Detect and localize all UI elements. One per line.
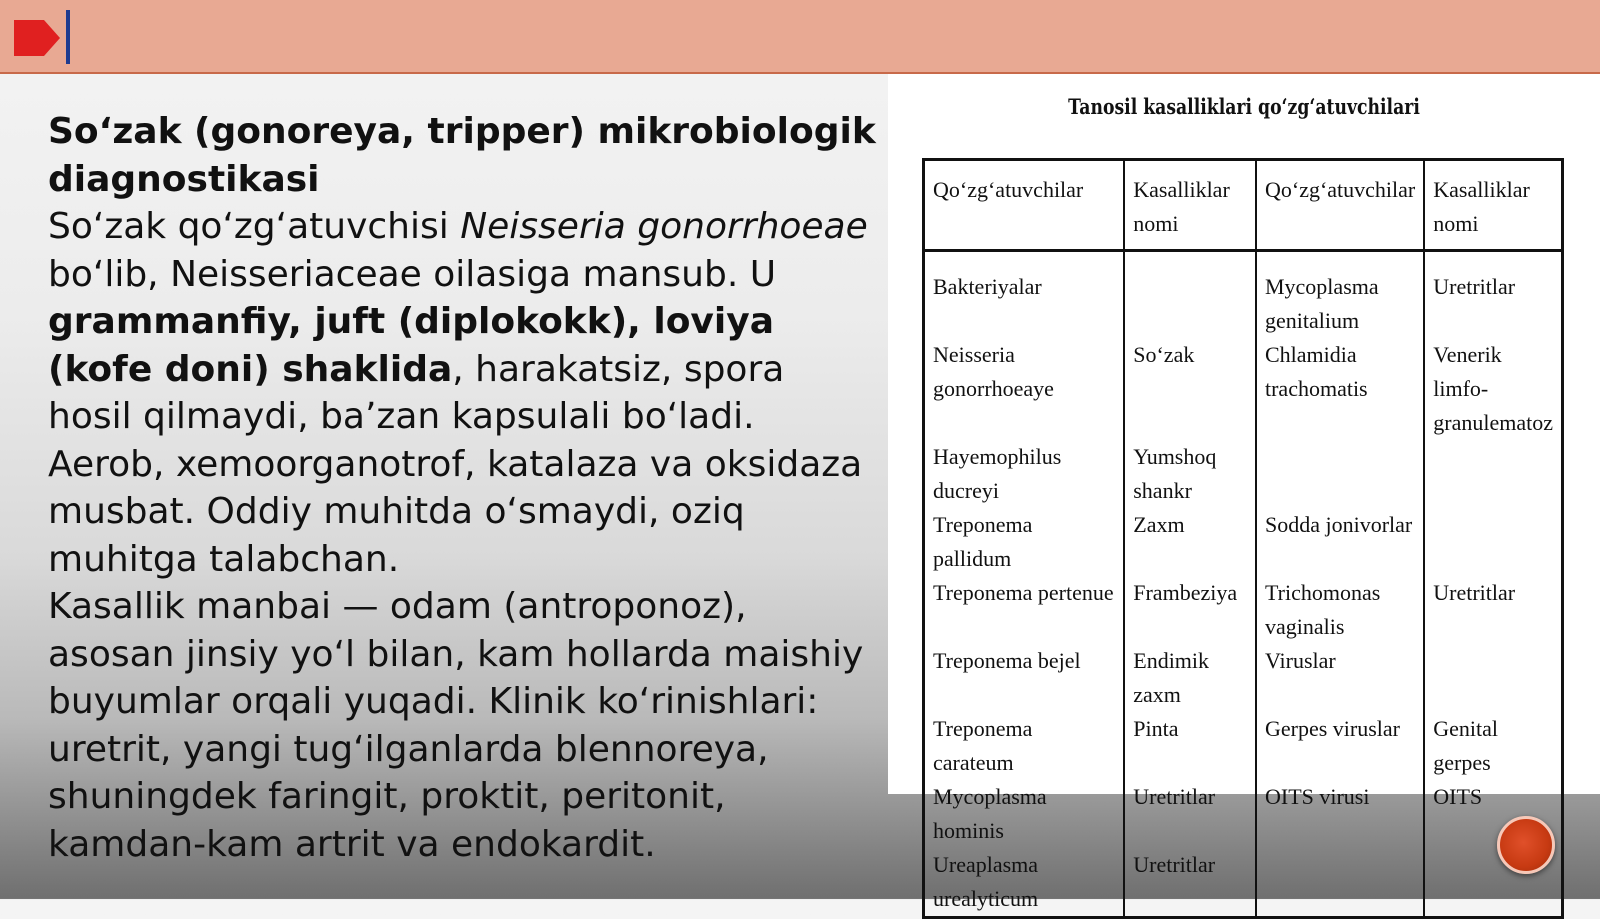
table-row (924, 508, 1563, 576)
column-header: Kasalliklar nomi (1124, 160, 1256, 251)
table-row (924, 644, 1563, 712)
table-cell: Neisseria gonorrhoeaye (924, 338, 1125, 440)
table-cell: Ureaplasma urealyticum (924, 848, 1125, 918)
figure-title: Tanosil kasalliklari qo‘zg‘atuvchilari (1068, 94, 1420, 119)
table-row (924, 848, 1563, 918)
table-row (924, 780, 1563, 848)
paragraph-1-part-c: , harakatsiz, spora hosil qilmaydi, ba’zan kapsulali bo‘ladi. Aerob, xemoorganotrof, katalaza va oksidaza musbat. Oddiy muhitda o‘smaydi, oziq muhitga talabchan. (48, 348, 863, 580)
table-cell: Trichomonas vaginalis (1256, 576, 1424, 644)
morphology-highlight: grammanfiy, juft (diplokokk), loviya (kofe doni) shaklida (48, 301, 774, 390)
table-header-row (924, 160, 1563, 251)
next-slide-icon[interactable] (1497, 816, 1555, 874)
table-row (924, 712, 1563, 780)
table-cell: Treponema carateum (924, 712, 1125, 780)
paragraph-1-part-a: So‘zak qo‘zg‘atuvchisi (48, 206, 461, 247)
table-cell: Genital gerpes (1424, 712, 1562, 780)
slide-header-bar (0, 0, 1600, 74)
table-cell: Zaxm (1124, 508, 1256, 576)
table-row (924, 440, 1563, 508)
table-cell: Treponema bejel (924, 644, 1125, 712)
table-cell: Mycoplasma hominis (924, 780, 1125, 848)
table-cell: Gerpes viruslar (1256, 712, 1424, 780)
table-cell: Chlamidia trachomatis (1256, 338, 1424, 440)
table-cell: Pinta (1124, 712, 1256, 780)
table-cell: Uretritlar (1424, 576, 1562, 644)
table-cell: Uretritlar (1124, 780, 1256, 848)
table-cell (1124, 251, 1256, 339)
table-cell: Mycoplasma genitalium (1256, 251, 1424, 339)
table-cell: Venerik limfo-granulematoz (1424, 338, 1562, 440)
paragraph-1-part-b: bo‘lib, Neisseriaceae oilasiga mansub. U (48, 253, 777, 295)
table-cell: Hayemophilus ducreyi (924, 440, 1125, 508)
table-cell (1424, 508, 1562, 576)
slide-body-text (48, 108, 878, 868)
table-cell: OITS virusi (1256, 780, 1424, 848)
slide-heading: So‘zak (gonoreya, tripper) mikrobiologik diagnostikasi (48, 111, 876, 200)
column-header: Qo‘zg‘atuvchilar (1256, 160, 1424, 251)
table-cell: Sodda jonivorlar (1256, 508, 1424, 576)
table-cell: Treponema pertenue (924, 576, 1125, 644)
column-header: Qo‘zg‘atuvchilar (924, 160, 1125, 251)
column-header: Kasalliklar nomi (1424, 160, 1562, 251)
table-cell: Endimik zaxm (1124, 644, 1256, 712)
table-cell: Viruslar (1256, 644, 1424, 712)
table-cell (1424, 644, 1562, 712)
table-cell: Frambeziya (1124, 576, 1256, 644)
table-cell: OITS (1424, 780, 1562, 848)
table-row (924, 251, 1563, 339)
table-cell (1256, 848, 1424, 918)
table-cell: Bakteriyalar (924, 251, 1125, 339)
paragraph-2: Kasallik manbai — odam (antroponoz), asosan jinsiy yo‘l bilan, kam hollarda maishiy buyumlar orqali yuqadi. Klinik ko‘rinishlari: uretrit, yangi tug‘ilganlarda blennoreya, shuningdek faringit, proktit, peritonit, kamdan-kam artrit va endokardit. (48, 586, 864, 865)
table-row (924, 338, 1563, 440)
table-cell: Uretritlar (1424, 251, 1562, 339)
table-cell: So‘zak (1124, 338, 1256, 440)
table-cell (1256, 440, 1424, 508)
table-body (924, 251, 1563, 918)
table-cell: Uretritlar (1124, 848, 1256, 918)
pathogen-table-figure (888, 74, 1600, 911)
table-cell (1424, 440, 1562, 508)
table-row (924, 576, 1563, 644)
pathogen-table (922, 158, 1564, 919)
play-arrow-icon (12, 18, 62, 58)
species-name: Neisseria gonorrhoeae (460, 206, 868, 247)
header-divider (66, 10, 70, 64)
table-cell: Yumshoq shankr (1124, 440, 1256, 508)
table-cell: Treponema pallidum (924, 508, 1125, 576)
